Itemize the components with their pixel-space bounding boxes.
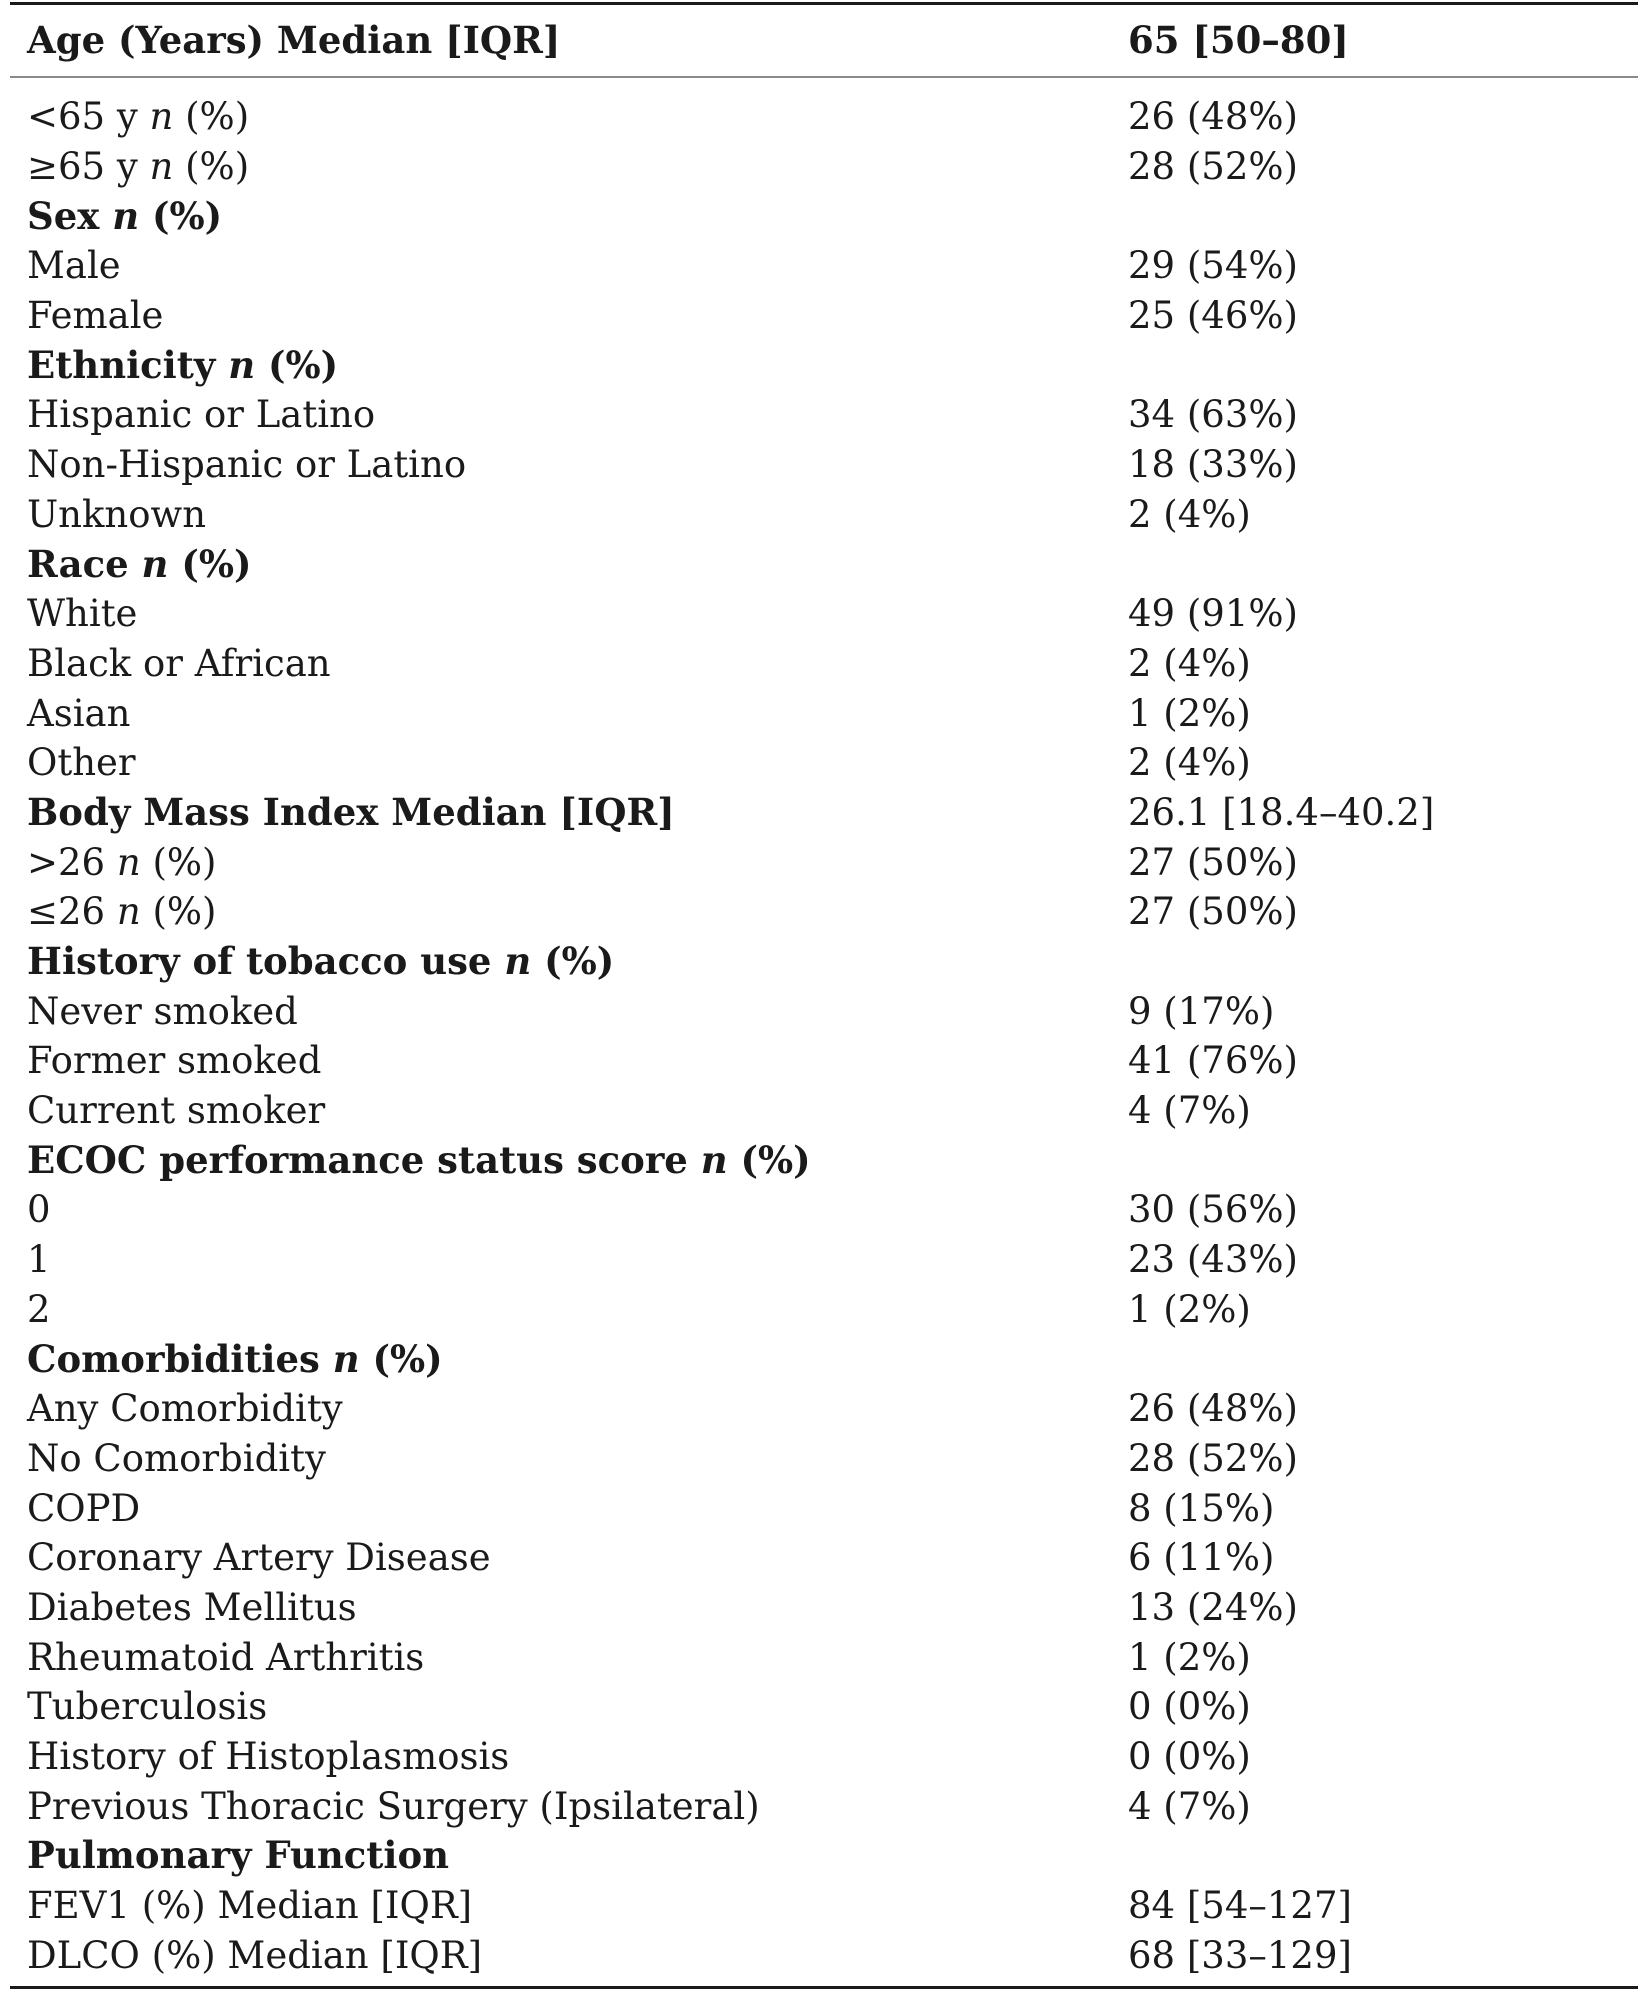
row-label — [10, 1635, 1128, 1679]
row-value: 18 (33%) — [1128, 443, 1298, 487]
row-value: 30 (56%) — [1128, 1188, 1298, 1232]
table-body — [10, 92, 1638, 1980]
row-label-text: Pulmonary Function — [27, 1833, 450, 1878]
row-label — [10, 1287, 1128, 1331]
row-label-text: Current smoker — [27, 1089, 326, 1133]
row-label-text: Tuberculosis — [27, 1685, 268, 1729]
row-label — [10, 244, 1128, 288]
row-value: 4 (7%) — [1128, 1089, 1251, 1133]
row-label-n: n — [149, 95, 174, 139]
table-row — [10, 589, 1638, 639]
row-value: 28 (52%) — [1128, 1436, 1298, 1480]
table-row — [10, 92, 1638, 142]
row-value: 6 (11%) — [1128, 1536, 1275, 1580]
row-label — [10, 95, 1128, 139]
row-label-unit: (%) — [727, 1137, 811, 1182]
row-value: 84 [54–127] — [1128, 1884, 1352, 1928]
row-label-unit: (%) — [140, 840, 217, 884]
row-value: 49 (91%) — [1128, 592, 1298, 636]
table-row — [10, 639, 1638, 689]
table-header-row — [10, 5, 1638, 76]
row-label-text: Coronary Artery Disease — [27, 1536, 491, 1580]
table-section-row — [10, 1334, 1638, 1384]
row-label-text: COPD — [27, 1486, 141, 1530]
row-label — [10, 989, 1128, 1033]
row-label-unit: (%) — [139, 193, 223, 238]
row-label-n: n — [149, 145, 174, 189]
row-label-text: Comorbidities — [27, 1336, 333, 1381]
row-label — [10, 1784, 1128, 1828]
row-value: 26 (48%) — [1128, 95, 1298, 139]
row-label — [10, 939, 1128, 984]
table-row — [10, 1086, 1638, 1136]
row-label-text: Unknown — [27, 492, 207, 536]
row-value: 27 (50%) — [1128, 840, 1298, 884]
row-value: 2 (4%) — [1128, 641, 1251, 685]
table-bottom-rule — [10, 1986, 1638, 1989]
row-label-n: n — [116, 840, 141, 884]
row-value: 25 (46%) — [1128, 294, 1298, 338]
table-section-row — [10, 937, 1638, 987]
row-label-text: 1 — [27, 1238, 51, 1282]
row-label — [10, 1137, 1128, 1182]
row-value: 23 (43%) — [1128, 1238, 1298, 1282]
row-label-text: History of Histoplasmosis — [27, 1735, 510, 1779]
table-row — [10, 986, 1638, 1036]
row-label-n: n — [504, 939, 532, 984]
row-label — [10, 145, 1128, 189]
header-label: Age (Years) Median [IQR] — [27, 18, 561, 62]
row-label — [10, 443, 1128, 487]
row-label-text: 0 — [27, 1188, 51, 1232]
row-label-text: Body Mass Index Median [IQR] — [27, 789, 675, 834]
row-label — [10, 1089, 1128, 1133]
row-label-text: ≥65 y — [27, 145, 150, 189]
row-label — [10, 541, 1128, 586]
table-row — [10, 1036, 1638, 1086]
demographics-table — [10, 2, 1638, 1989]
row-value: 28 (52%) — [1128, 145, 1298, 189]
row-label-n: n — [228, 342, 256, 387]
header-value: 65 [50–80] — [1128, 18, 1349, 62]
row-label-text: Ethnicity — [27, 342, 229, 387]
row-label-n: n — [141, 541, 169, 586]
row-label — [10, 1238, 1128, 1282]
row-label-text: DLCO (%) Median [IQR] — [27, 1933, 483, 1977]
table-row — [10, 1732, 1638, 1782]
row-label-text: Black or African — [27, 641, 331, 685]
row-value: 13 (24%) — [1128, 1585, 1298, 1629]
table-section-row — [10, 340, 1638, 390]
table-row — [10, 1682, 1638, 1732]
row-label-n: n — [116, 890, 141, 934]
row-value: 68 [33–129] — [1128, 1933, 1352, 1977]
row-label — [10, 1039, 1128, 1083]
row-label — [10, 342, 1128, 387]
table-row — [10, 440, 1638, 490]
row-value: 34 (63%) — [1128, 393, 1298, 437]
table-row — [10, 1632, 1638, 1682]
row-label-unit: (%) — [359, 1336, 443, 1381]
row-label — [10, 1336, 1128, 1381]
row-value: 1 (2%) — [1128, 1635, 1251, 1679]
row-label — [10, 840, 1128, 884]
row-label-text: Diabetes Mellitus — [27, 1585, 357, 1629]
table-row — [10, 142, 1638, 192]
row-label-text: >26 — [27, 840, 117, 884]
table-row — [10, 1185, 1638, 1235]
row-label — [10, 492, 1128, 536]
row-label — [10, 1188, 1128, 1232]
table-row — [10, 241, 1638, 291]
table-row — [10, 1384, 1638, 1434]
row-label-unit: (%) — [168, 541, 252, 586]
table-row — [10, 738, 1638, 788]
row-value: 4 (7%) — [1128, 1784, 1251, 1828]
row-value: 2 (4%) — [1128, 741, 1251, 785]
table-row — [10, 1881, 1638, 1931]
table-section-row — [10, 788, 1638, 838]
row-label-text: White — [27, 592, 138, 636]
row-label — [10, 393, 1128, 437]
row-label-n: n — [332, 1336, 360, 1381]
row-value: 26 (48%) — [1128, 1387, 1298, 1431]
row-label — [10, 592, 1128, 636]
row-label-text: History of tobacco use — [27, 939, 505, 984]
row-label-unit: (%) — [255, 342, 339, 387]
row-value: 27 (50%) — [1128, 890, 1298, 934]
row-label-text: ECOC performance status score — [27, 1137, 701, 1182]
row-label — [10, 1436, 1128, 1480]
row-label — [10, 294, 1128, 338]
row-label-unit: (%) — [173, 145, 250, 189]
row-label-n: n — [700, 1137, 728, 1182]
table-row — [10, 1235, 1638, 1285]
row-label-text: ≤26 — [27, 890, 117, 934]
row-label — [10, 1387, 1128, 1431]
row-label-text: Race — [27, 541, 142, 586]
row-label — [10, 1833, 1128, 1878]
row-label — [10, 741, 1128, 785]
table-section-row — [10, 1135, 1638, 1185]
row-label-text: Non-Hispanic or Latino — [27, 443, 467, 487]
row-label-text: No Comorbidity — [27, 1436, 326, 1480]
row-value: 29 (54%) — [1128, 244, 1298, 288]
row-label-text: 2 — [27, 1287, 51, 1331]
row-value: 41 (76%) — [1128, 1039, 1298, 1083]
row-label-unit: (%) — [531, 939, 615, 984]
row-label-text: Sex — [27, 193, 113, 238]
row-label — [10, 1685, 1128, 1729]
row-label-text: Never smoked — [27, 989, 298, 1033]
row-label-text: Other — [27, 741, 136, 785]
row-value: 0 (0%) — [1128, 1685, 1251, 1729]
table-row — [10, 291, 1638, 341]
table-row — [10, 390, 1638, 440]
row-label-text: Rheumatoid Arthritis — [27, 1635, 425, 1679]
row-label-n: n — [112, 193, 140, 238]
row-label — [10, 691, 1128, 735]
row-label — [10, 1735, 1128, 1779]
row-value: 9 (17%) — [1128, 989, 1275, 1033]
row-value: 8 (15%) — [1128, 1486, 1275, 1530]
row-label — [10, 1884, 1128, 1928]
table-row — [10, 1285, 1638, 1335]
row-value: 0 (0%) — [1128, 1735, 1251, 1779]
table-section-row — [10, 1831, 1638, 1881]
row-label-text: Former smoked — [27, 1039, 322, 1083]
row-label — [10, 1536, 1128, 1580]
row-label-text: <65 y — [27, 95, 150, 139]
table-row — [10, 490, 1638, 540]
row-label-unit: (%) — [140, 890, 217, 934]
row-label — [10, 193, 1128, 238]
row-label-text: Asian — [27, 691, 131, 735]
table-row — [10, 1583, 1638, 1633]
row-value: 1 (2%) — [1128, 1287, 1251, 1331]
row-label — [10, 1486, 1128, 1530]
row-value: 26.1 [18.4–40.2] — [1128, 790, 1435, 834]
row-label — [10, 1933, 1128, 1977]
row-label — [10, 890, 1128, 934]
row-label — [10, 641, 1128, 685]
table-row — [10, 887, 1638, 937]
table-row — [10, 837, 1638, 887]
row-label-text: Any Comorbidity — [27, 1387, 343, 1431]
row-label-text: Hispanic or Latino — [27, 393, 376, 437]
row-label — [10, 789, 1128, 834]
table-row — [10, 1930, 1638, 1980]
table-row — [10, 1434, 1638, 1484]
table-section-row — [10, 539, 1638, 589]
table-row — [10, 688, 1638, 738]
row-label — [10, 1585, 1128, 1629]
table-row — [10, 1483, 1638, 1533]
row-value: 1 (2%) — [1128, 691, 1251, 735]
row-label-text: FEV1 (%) Median [IQR] — [27, 1884, 473, 1928]
row-label-text: Male — [27, 244, 121, 288]
table-section-row — [10, 191, 1638, 241]
row-label-unit: (%) — [173, 95, 250, 139]
row-value: 2 (4%) — [1128, 492, 1251, 536]
row-label-text: Female — [27, 294, 164, 338]
table-row — [10, 1533, 1638, 1583]
row-label-text: Previous Thoracic Surgery (Ipsilateral) — [27, 1784, 760, 1828]
table-row — [10, 1781, 1638, 1831]
